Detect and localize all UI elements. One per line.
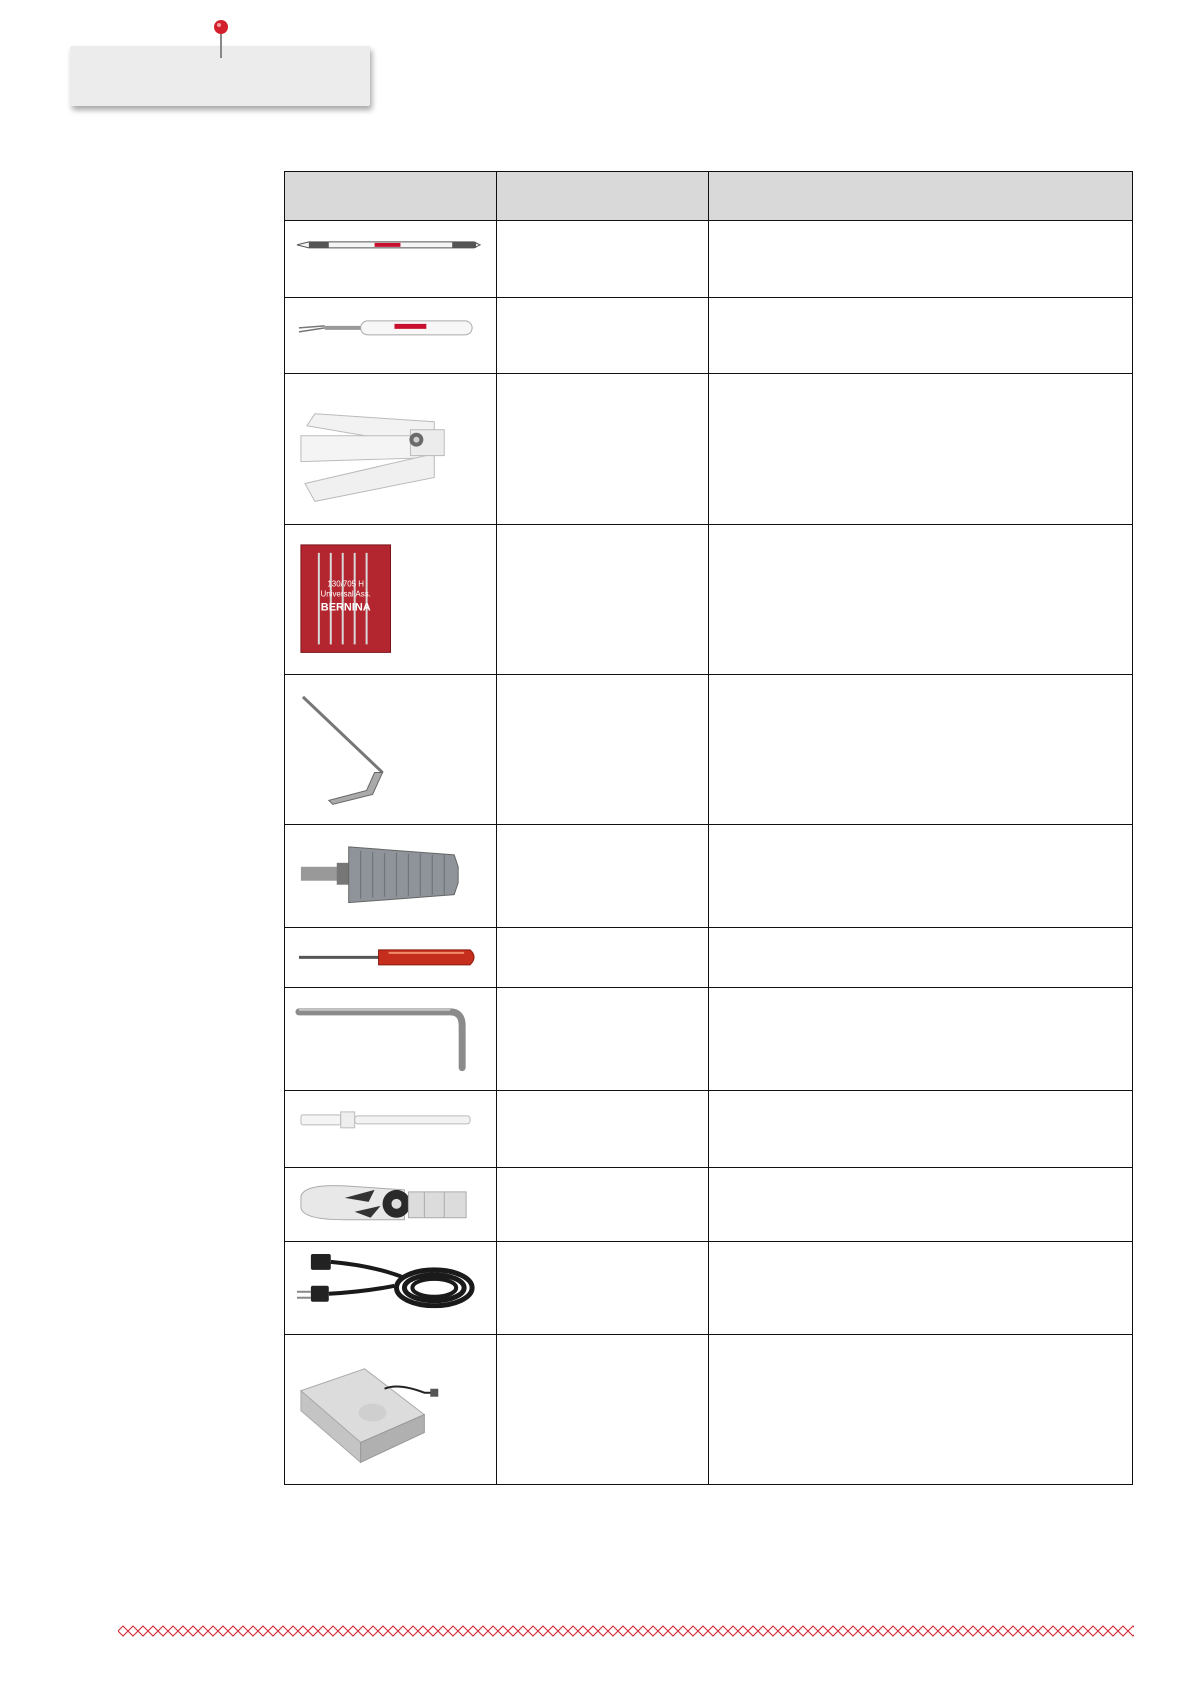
row-name <box>497 1242 709 1335</box>
table-header-row <box>285 172 1133 221</box>
row-image <box>285 297 497 374</box>
power-cable-icon <box>285 1242 496 1334</box>
column-header-name <box>497 172 709 221</box>
torx-key-icon <box>285 988 496 1090</box>
row-name <box>497 374 709 524</box>
column-header-description <box>709 172 1133 221</box>
row-name <box>497 297 709 374</box>
needle-pack-label-1: 130/705 H <box>327 579 365 589</box>
row-name <box>497 1334 709 1484</box>
row-image <box>285 1167 497 1242</box>
table-row <box>285 1242 1133 1335</box>
foot-control-icon <box>285 1335 496 1484</box>
row-description <box>709 988 1133 1091</box>
column-header-image <box>285 172 497 221</box>
row-description <box>709 374 1133 524</box>
table-row <box>285 1090 1133 1167</box>
row-description <box>709 297 1133 374</box>
needle-pack-label-3: BERNINA <box>320 601 371 614</box>
row-image <box>285 524 497 674</box>
row-image <box>285 374 497 524</box>
needle-pack-icon <box>285 525 496 674</box>
table-row <box>285 674 1133 824</box>
row-description <box>709 221 1133 298</box>
table-row <box>285 825 1133 928</box>
row-description <box>709 1167 1133 1242</box>
spool-pin-icon <box>285 825 496 927</box>
row-name <box>497 927 709 988</box>
tool-holder-icon <box>285 1168 496 1242</box>
footer-diamond-line <box>118 1624 1134 1638</box>
height-compensation-plates-icon <box>285 374 496 523</box>
row-name <box>497 988 709 1091</box>
row-description <box>709 674 1133 824</box>
row-image <box>285 221 497 298</box>
table-row <box>285 297 1133 374</box>
needle-pack-label-2: Universal Ass. <box>320 589 371 599</box>
row-name <box>497 221 709 298</box>
row-image <box>285 1334 497 1484</box>
row-description <box>709 927 1133 988</box>
row-description <box>709 1242 1133 1335</box>
row-name <box>497 674 709 824</box>
screwdriver-icon <box>285 928 496 988</box>
row-name <box>497 825 709 928</box>
table-row <box>285 221 1133 298</box>
accessories-table <box>284 171 1133 1485</box>
row-description <box>709 1090 1133 1167</box>
table-row <box>285 927 1133 988</box>
table-row <box>285 524 1133 674</box>
table-row <box>285 988 1133 1091</box>
seam-guide-icon <box>285 675 496 824</box>
row-image <box>285 1242 497 1335</box>
row-name <box>497 1090 709 1167</box>
row-description <box>709 1334 1133 1484</box>
table-row <box>285 1167 1133 1242</box>
table-row <box>285 1334 1133 1484</box>
row-name <box>497 1167 709 1242</box>
row-image <box>285 674 497 824</box>
pin-icon <box>206 18 236 60</box>
row-image <box>285 825 497 928</box>
row-image <box>285 927 497 988</box>
row-description <box>709 825 1133 928</box>
row-description <box>709 524 1133 674</box>
stylus-pen-icon <box>285 221 496 297</box>
row-image <box>285 1090 497 1167</box>
cleaning-brush-icon <box>285 1091 496 1167</box>
seam-ripper-icon <box>285 298 496 374</box>
row-name <box>497 524 709 674</box>
table-row <box>285 374 1133 524</box>
row-image <box>285 988 497 1091</box>
